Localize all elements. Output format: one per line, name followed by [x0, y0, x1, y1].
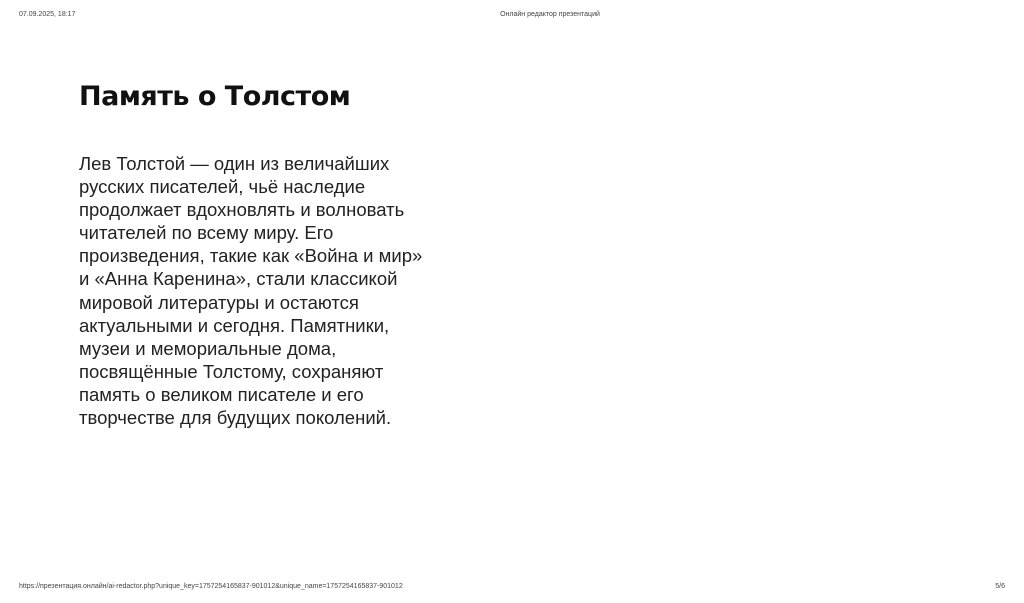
print-datetime: 07.09.2025, 18:17	[19, 11, 76, 18]
print-url: https://презентация.онлайн/ai-redactor.php?unique_key=1757254165837-901012&unique_name=1757254165837-901012	[19, 583, 403, 590]
slide-body-text: Лев Толстой — один из величайших русских писателей, чьё наследие продолжает вдохновлять и волновать читателей по всему миру. Его произведения, такие как «Война и мир» и «Анна Каренина», стали классикой мировой литературы и остаются актуальными и сегодня. Памятники, музеи и мемориальные дома, посвящённые Толстому, сохраняют память о великом писателе и его творчестве для будущих поколений.	[79, 153, 423, 429]
print-page-title: Онлайн редактор презентаций	[500, 11, 600, 18]
slide	[79, 80, 439, 429]
print-page-number: 5/6	[995, 583, 1005, 590]
slide-title: Память о Толстом	[79, 81, 351, 112]
